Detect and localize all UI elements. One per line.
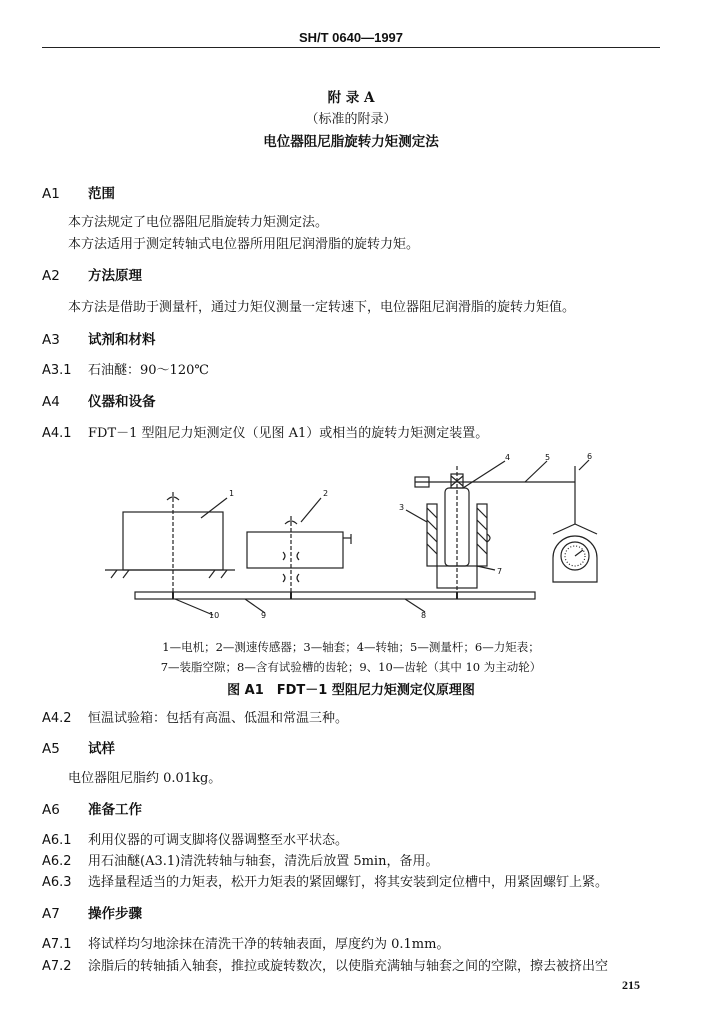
figure-label: 10 bbox=[209, 611, 220, 618]
clause-number: A6.3 bbox=[42, 875, 72, 890]
clause-number: A4.2 bbox=[42, 711, 72, 726]
appendix-title: 附 录 A bbox=[327, 90, 375, 106]
figure-legend-line-2: 7—装脂空隙；8—含有试验槽的齿轮；9、10—齿轮（其中 10 为主动轮） bbox=[160, 660, 542, 674]
section-number: A2 bbox=[42, 268, 60, 284]
section-number: A3 bbox=[42, 332, 60, 348]
clause-number: A3.1 bbox=[42, 363, 72, 378]
standard-header: SH/T 0640—1997 bbox=[298, 30, 404, 45]
section-a3-heading bbox=[42, 328, 156, 348]
section-title: 试样 bbox=[88, 741, 115, 757]
section-a4-heading bbox=[42, 390, 156, 410]
gear-train bbox=[135, 592, 535, 599]
torque-meter bbox=[553, 466, 597, 582]
section-number: A6 bbox=[42, 802, 60, 818]
clause-text: 选择量程适当的力矩表，松开力矩表的紧固螺钉，将其安装到定位槽中，用紧固螺钉上紧。 bbox=[88, 875, 609, 890]
bushing-assembly bbox=[427, 466, 490, 598]
clause-text: 利用仪器的可调支脚将仪器调整至水平状态。 bbox=[88, 833, 349, 848]
section-title: 操作步骤 bbox=[88, 906, 142, 922]
section-number: A1 bbox=[42, 186, 60, 202]
section-a1-para-2: 本方法适用于测定转轴式电位器所用阻尼润滑脂的旋转力矩。 bbox=[68, 237, 420, 252]
figure-a1-diagram bbox=[105, 448, 605, 618]
section-title: 方法原理 bbox=[88, 268, 142, 284]
figure-label: 6 bbox=[587, 452, 593, 461]
section-title: 准备工作 bbox=[88, 802, 142, 818]
clause-a6-2 bbox=[42, 850, 438, 869]
figure-label: 3 bbox=[399, 503, 405, 512]
clause-text: FDT－1 型阻尼力矩测定仪（见图 A1）或相当的旋转力矩测定装置。 bbox=[88, 426, 489, 441]
clause-a4-1 bbox=[42, 422, 488, 441]
clause-a6-1 bbox=[42, 829, 348, 848]
speed-sensor bbox=[247, 532, 343, 568]
clause-number: A7.2 bbox=[42, 959, 72, 974]
header-rule bbox=[42, 47, 660, 48]
clause-a7-2 bbox=[42, 955, 608, 974]
clause-text: 恒温试验箱：包括有高温、低温和常温三种。 bbox=[88, 711, 349, 726]
section-title: 范围 bbox=[88, 186, 115, 202]
section-a5-heading bbox=[42, 737, 115, 757]
figure-title: 图 A1 FDT－1 型阻尼力矩测定仪原理图 bbox=[227, 683, 475, 698]
appendix-name: 电位器阻尼脂旋转力矩测定法 bbox=[263, 134, 439, 150]
figure-label: 9 bbox=[261, 611, 267, 618]
section-number: A4 bbox=[42, 394, 60, 410]
section-a1-para-1: 本方法规定了电位器阻尼脂旋转力矩测定法。 bbox=[68, 215, 329, 230]
section-a6-heading bbox=[42, 798, 142, 818]
section-a2-heading bbox=[42, 264, 142, 284]
clause-number: A6.2 bbox=[42, 854, 72, 869]
clause-a7-1 bbox=[42, 933, 449, 952]
section-number: A7 bbox=[42, 906, 60, 922]
clause-a4-2 bbox=[42, 707, 348, 726]
section-title: 仪器和设备 bbox=[88, 394, 156, 410]
clause-number: A6.1 bbox=[42, 833, 72, 848]
section-title: 试剂和材料 bbox=[88, 332, 156, 348]
appendix-subtitle: （标准的附录） bbox=[305, 112, 397, 127]
clause-a3-1 bbox=[42, 359, 209, 378]
clause-text: 涂脂后的转轴插入轴套，推拉或旋转数次，以使脂充满轴与轴套之间的空隙，擦去被挤出空 bbox=[88, 959, 609, 974]
motor-base bbox=[105, 570, 235, 578]
figure-label: 5 bbox=[545, 453, 551, 462]
section-a1-heading bbox=[42, 182, 115, 202]
clause-a6-3 bbox=[42, 871, 608, 890]
clause-text: 将试样均匀地涂抹在清洗干净的转轴表面，厚度约为 0.1mm。 bbox=[88, 937, 450, 952]
figure-label: 1 bbox=[229, 489, 235, 498]
section-a7-heading bbox=[42, 902, 142, 922]
clause-text: 用石油醚(A3.1)清洗转轴与轴套，清洗后放置 5min，备用。 bbox=[88, 854, 439, 869]
page-number: 215 bbox=[622, 978, 640, 992]
section-number: A5 bbox=[42, 741, 60, 757]
section-a2-para-1: 本方法是借助于测量杆，通过力矩仪测量一定转速下，电位器阻尼润滑脂的旋转力矩值。 bbox=[68, 300, 576, 315]
section-a5-para-1: 电位器阻尼脂约 0.01kg。 bbox=[68, 771, 222, 786]
figure-label: 2 bbox=[323, 489, 329, 498]
clause-number: A4.1 bbox=[42, 426, 72, 441]
clause-text: 石油醚：90～120℃ bbox=[88, 363, 209, 378]
figure-label: 8 bbox=[421, 611, 427, 618]
figure-label: 4 bbox=[505, 453, 511, 462]
figure-legend-line-1: 1—电机；2—测速传感器；3—轴套；4—转轴；5—测量杆；6—力矩表； bbox=[162, 640, 540, 654]
figure-label: 7 bbox=[497, 567, 503, 576]
clause-number: A7.1 bbox=[42, 937, 72, 952]
